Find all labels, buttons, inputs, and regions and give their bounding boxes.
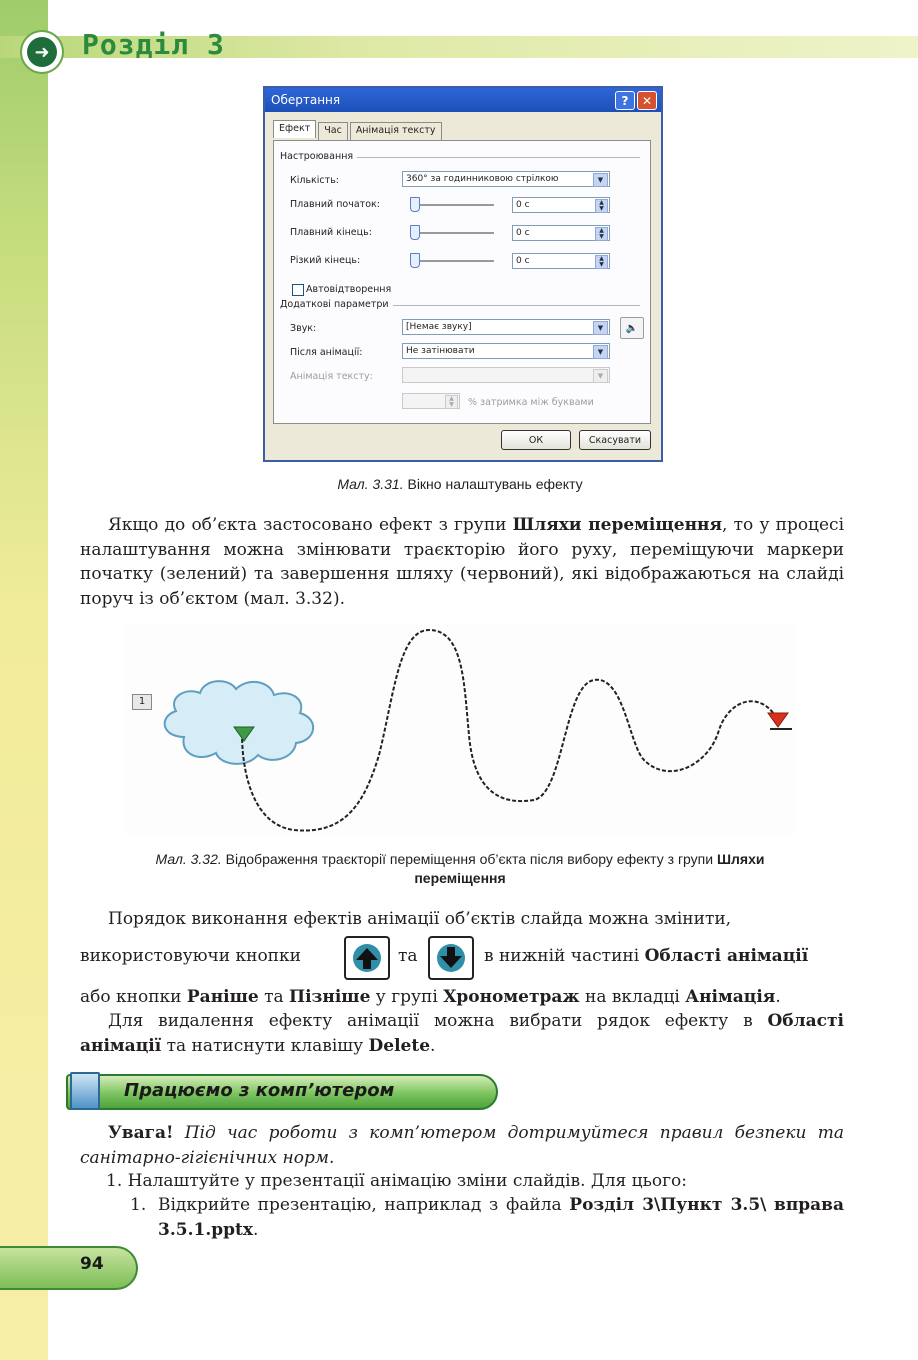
spin-arrows-icon[interactable]: ▲ ▼ [595, 255, 608, 269]
step-bold: Розділ 3\Пункт 3.5\ [569, 1195, 767, 1215]
slide-number-badge: 1 [132, 694, 152, 710]
cancel-button[interactable]: Скасувати [579, 430, 651, 450]
side-band [0, 0, 48, 1360]
paragraph-order [80, 907, 844, 932]
sound-label: Звук: [290, 323, 317, 334]
para-bold: Області анімації [80, 1011, 844, 1056]
para-bold: Анімація [685, 987, 776, 1007]
cloud-shape [165, 681, 313, 764]
tab-timing[interactable]: Час [318, 122, 348, 140]
smooth-start-input[interactable] [512, 197, 610, 213]
caption-number: Мал. 3.31. [337, 476, 404, 492]
para-text: та натиснути клавішу [161, 1035, 369, 1056]
para-text: Порядок виконання ефектів анімації об’єктів слайда можна змінити, [108, 909, 732, 929]
dialog-tabs [273, 122, 444, 140]
monitor-icon [70, 1072, 100, 1110]
chevron-down-icon: ▼ [593, 369, 608, 383]
warning-italic: Під час роботи з комп’ютером дотримуйтеся правил безпеки та санітарно-гігієнічних норм. [80, 1123, 844, 1168]
paragraph-order-line2-end [484, 944, 844, 969]
end-marker-icon [768, 713, 788, 727]
group-settings-label: Настроювання [280, 151, 357, 162]
motion-path-figure [124, 625, 796, 835]
warning-paragraph [80, 1121, 844, 1170]
para-bold: Області анімації [644, 946, 809, 966]
arrow-up-icon [352, 943, 382, 973]
divider [384, 305, 640, 306]
step-1-1 [158, 1193, 844, 1242]
slider-thumb[interactable] [410, 197, 420, 212]
header-arrow-icon: ➜ [22, 32, 62, 72]
para-text: в нижній частині [484, 946, 640, 966]
step-1 [106, 1169, 844, 1194]
effect-settings-dialog [263, 86, 663, 462]
spin-arrows-icon[interactable]: ▲ ▼ [595, 227, 608, 241]
sharp-end-label: Різкий кінець: [290, 255, 361, 266]
smooth-end-slider[interactable] [412, 232, 494, 234]
amount-label: Кількість: [290, 175, 339, 186]
amount-value: 360° за годинниковою стрілкою [406, 174, 559, 184]
chevron-down-icon: ▼ [593, 321, 608, 335]
spin-arrows-icon[interactable]: ▲ ▼ [595, 199, 608, 213]
step-text: Відкрийте презентацію, наприклад з файла [158, 1195, 570, 1215]
page-number: 94 [80, 1254, 104, 1274]
after-animation-label: Після анімації: [290, 347, 363, 358]
slider-thumb[interactable] [410, 225, 420, 240]
para-bold: Delete [368, 1035, 431, 1056]
banner-label: Працюємо з комп’ютером [124, 1080, 395, 1101]
smooth-start-value: 0 с [516, 200, 530, 210]
help-button[interactable]: ? [615, 91, 635, 110]
para-text: , то у процесі налаштування можна змінювати траєкторію його руху, переміщуючи маркери початку (зелений) та завершення шляху (червоний), які відображаються на слайді поруч із об’єктом (мал. 3.32). [80, 515, 845, 609]
caption-number: Мал. 3.32. [155, 851, 222, 867]
para-text: у групі [370, 987, 444, 1007]
sound-value: [Немає звуку] [406, 322, 472, 332]
para-bold: Шляхи переміщення [512, 515, 723, 535]
smooth-end-input[interactable] [512, 225, 610, 241]
section-title: Розділ 3 [82, 28, 225, 61]
smooth-start-label: Плавний початок: [290, 199, 380, 210]
step-text: 1. Налаштуйте у презентації анімацію зміни слайдів. Для цього: [106, 1171, 687, 1191]
para-text: використовуючи кнопки [80, 946, 301, 966]
step-text: . [253, 1219, 259, 1240]
effect-panel [273, 140, 651, 424]
letter-delay-label: % затримка між буквами [468, 397, 594, 408]
motion-path-illustration [124, 625, 796, 835]
ok-button[interactable]: ОК [501, 430, 571, 450]
sharp-end-value: 0 с [516, 256, 530, 266]
para-bold: Раніше [186, 987, 259, 1007]
paragraph-delete [80, 1009, 844, 1058]
dialog-title: Обертання [271, 93, 341, 107]
after-animation-select[interactable] [402, 343, 610, 359]
caption-fig-3-32 [110, 850, 810, 888]
para-text: на вкладці [579, 987, 686, 1007]
paragraph-order-line3 [80, 985, 844, 1010]
smooth-start-slider[interactable] [412, 204, 494, 206]
step-1-1-number: 1. [130, 1195, 147, 1215]
autoreverse-checkbox[interactable] [292, 284, 304, 296]
chevron-down-icon: ▼ [593, 345, 608, 359]
caption-fig-3-31 [200, 476, 720, 492]
text-animation-select[interactable] [402, 367, 610, 383]
tab-effect[interactable]: Ефект [273, 120, 316, 138]
para-text: та [398, 946, 418, 966]
divider [354, 157, 640, 158]
para-text: та [258, 987, 290, 1007]
move-down-button[interactable] [428, 936, 474, 980]
amount-select[interactable] [402, 171, 610, 187]
after-animation-value: Не затінювати [406, 346, 475, 356]
spin-arrows-icon[interactable]: ▲ ▼ [445, 395, 458, 409]
motion-path [242, 630, 776, 831]
para-text: . [775, 987, 781, 1007]
smooth-end-value: 0 с [516, 228, 530, 238]
sharp-end-input[interactable] [512, 253, 610, 269]
letter-delay-input[interactable] [402, 393, 460, 409]
para-text: . [430, 1035, 436, 1056]
tab-text-animation[interactable]: Анімація тексту [350, 122, 442, 140]
chevron-down-icon: ▼ [593, 173, 608, 187]
para-bold: Хронометраж [443, 987, 580, 1007]
speaker-icon[interactable]: 🔈 [620, 317, 644, 339]
sound-select[interactable] [402, 319, 610, 335]
sharp-end-slider[interactable] [412, 260, 494, 262]
text-animation-label: Анімація тексту: [290, 371, 373, 382]
smooth-end-label: Плавний кінець: [290, 227, 372, 238]
warning-bold: Увага! [108, 1123, 174, 1143]
paragraph-motion-paths [80, 513, 844, 611]
caption-text: Вікно налаштувань ефекту [407, 476, 583, 492]
para-text: Якщо до об’єкта застосовано ефект з групи [108, 515, 513, 535]
para-text: або кнопки [80, 987, 187, 1007]
close-button[interactable]: ✕ [637, 91, 657, 110]
move-up-button[interactable] [344, 936, 390, 980]
arrow-down-icon [436, 943, 466, 973]
group-extra-label: Додаткові параметри [280, 299, 393, 310]
page-number-tab [0, 1246, 138, 1290]
dialog-titlebar [265, 88, 661, 112]
caption-bold: Шляхи переміщення [414, 851, 765, 886]
step-bold: вправа 3.5.1.pptx [158, 1195, 844, 1240]
caption-text: Відображення траєкторії переміщення об’єкта після вибору ефекту з групи [225, 851, 717, 867]
slider-thumb[interactable] [410, 253, 420, 268]
para-bold: Пізніше [289, 987, 371, 1007]
para-text: Для видалення ефекту анімації можна вибрати рядок ефекту в [108, 1011, 768, 1031]
autoreverse-label: Автовідтворення [306, 284, 392, 295]
